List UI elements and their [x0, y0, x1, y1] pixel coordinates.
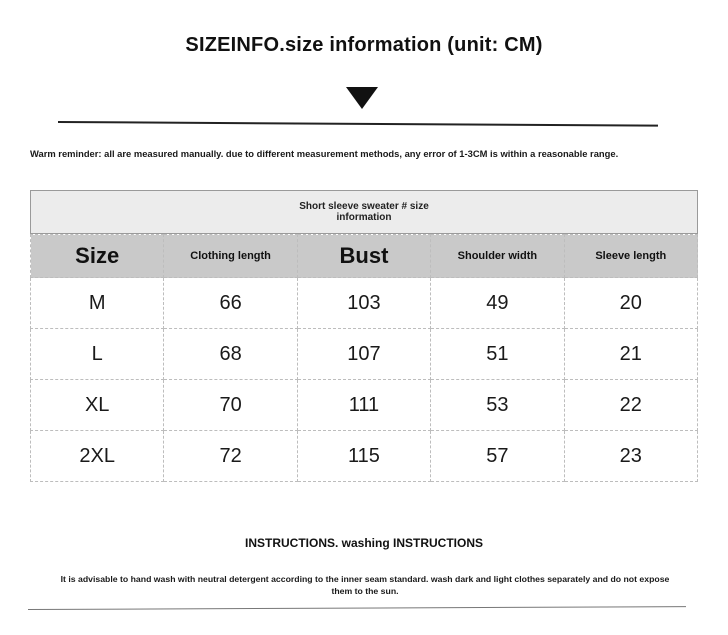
- cell-shoulder-width: 51: [431, 329, 564, 380]
- cell-bust: 111: [297, 380, 430, 431]
- column-header-sleeve-length: Sleeve length: [564, 235, 697, 278]
- table-caption: [30, 190, 698, 234]
- cell-shoulder-width: 53: [431, 380, 564, 431]
- cell-size: M: [31, 278, 164, 329]
- cell-clothing-length: 68: [164, 329, 297, 380]
- down-triangle-icon: [346, 87, 378, 109]
- cell-size: 2XL: [31, 431, 164, 482]
- divider: [28, 606, 686, 610]
- column-header-shoulder-width: Shoulder width: [431, 235, 564, 278]
- cell-shoulder-width: 49: [431, 278, 564, 329]
- instructions-text: It is advisable to hand wash with neutral detergent according to the inner seam standard. wash dark and light clothes separately and do not expose them to the sun.: [60, 574, 670, 596]
- cell-bust: 115: [297, 431, 430, 482]
- warm-reminder: Warm reminder: all are measured manually. due to different measurement methods, any error of 1-3CM is within a reasonable range.: [30, 148, 619, 159]
- cell-size: L: [31, 329, 164, 380]
- cell-bust: 103: [297, 278, 430, 329]
- column-header-clothing-length: Clothing length: [164, 235, 297, 278]
- table-caption-text: Short sleeve sweater # size information: [299, 201, 429, 223]
- cell-sleeve-length: 23: [564, 431, 697, 482]
- cell-clothing-length: 66: [164, 278, 297, 329]
- table-row: [31, 431, 698, 482]
- table-header-row: [31, 235, 698, 278]
- size-chart: [30, 234, 698, 482]
- cell-clothing-length: 70: [164, 380, 297, 431]
- column-header-size: Size: [31, 235, 164, 278]
- size-table: [30, 190, 698, 482]
- cell-bust: 107: [297, 329, 430, 380]
- cell-sleeve-length: 22: [564, 380, 697, 431]
- divider: [58, 121, 658, 127]
- cell-size: XL: [31, 380, 164, 431]
- cell-sleeve-length: 21: [564, 329, 697, 380]
- table-row: [31, 278, 698, 329]
- table-row: [31, 380, 698, 431]
- page-title: SIZEINFO.size information (unit: CM): [185, 34, 543, 56]
- cell-clothing-length: 72: [164, 431, 297, 482]
- instructions-title: INSTRUCTIONS. washing INSTRUCTIONS: [244, 536, 483, 550]
- table-row: [31, 329, 698, 380]
- cell-shoulder-width: 57: [431, 431, 564, 482]
- cell-sleeve-length: 20: [564, 278, 697, 329]
- column-header-bust: Bust: [297, 235, 430, 278]
